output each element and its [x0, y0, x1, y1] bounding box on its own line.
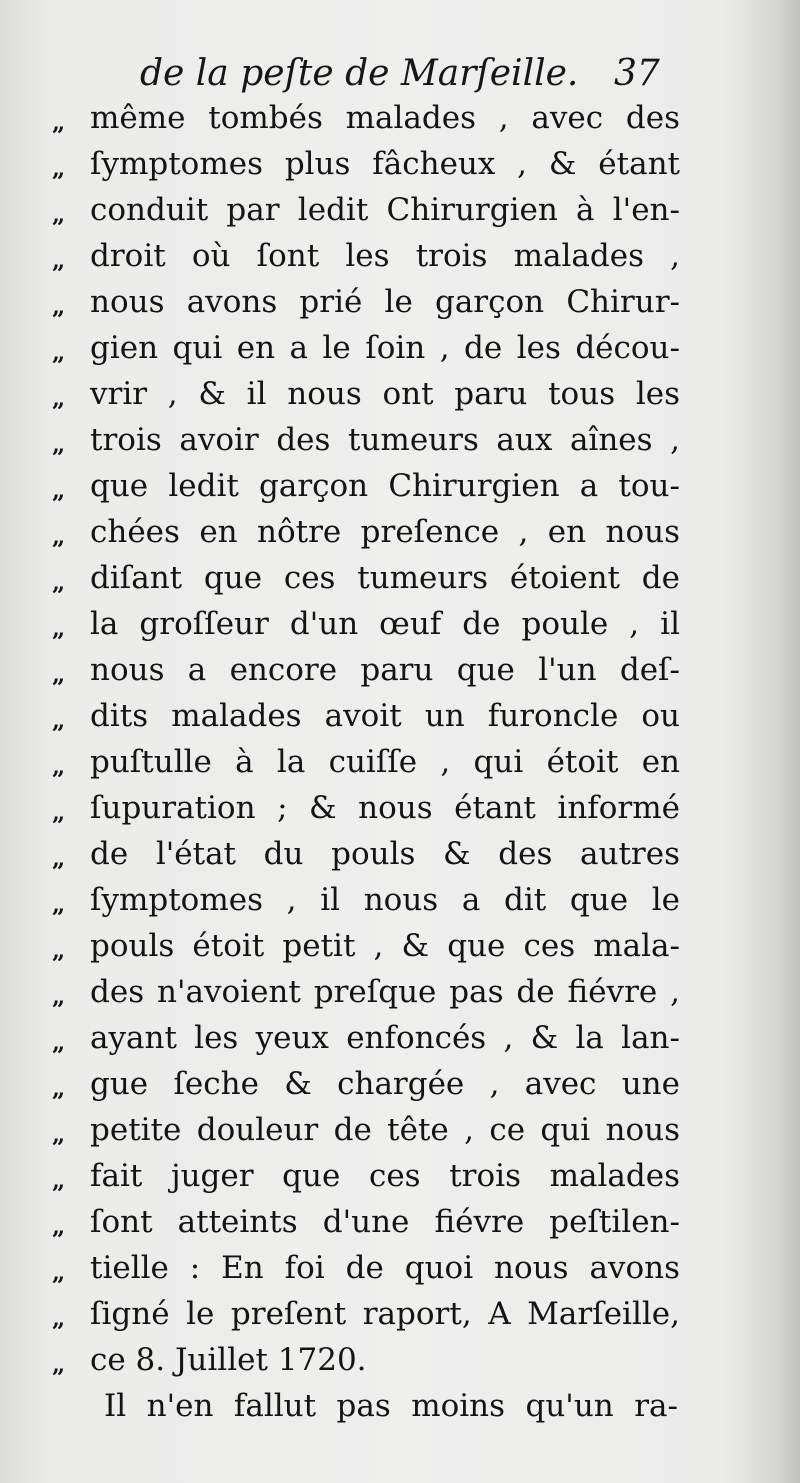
- text-line: [0, 234, 800, 280]
- line-text: même tombés malades , avec des: [90, 100, 680, 136]
- line-text: chées en nôtre preſence , en nous: [90, 514, 680, 550]
- line-text: que ledit garçon Chirurgien a tou-: [90, 468, 680, 504]
- text-line: [0, 1062, 800, 1108]
- quote-mark: „: [52, 523, 67, 550]
- line-text: tielle : En foi de quoi nous avons: [90, 1250, 680, 1286]
- text-line: [0, 1338, 800, 1384]
- quote-mark: „: [52, 1121, 67, 1148]
- line-text: ſont atteints d'une fiévre peſtilen-: [90, 1204, 680, 1240]
- quote-mark: „: [52, 891, 67, 918]
- text-line: [0, 510, 800, 556]
- line-text: droit où ſont les trois malades ,: [90, 238, 680, 274]
- line-text: gue ſeche & chargée , avec une: [90, 1066, 680, 1102]
- line-text: nous avons prié le garçon Chirur-: [90, 284, 680, 320]
- quote-mark: „: [52, 1305, 67, 1332]
- line-text: puſtulle à la cuiſſe , qui étoit en: [90, 744, 680, 780]
- text-line: [0, 740, 800, 786]
- line-text: petite douleur de tête , ce qui nous: [90, 1112, 680, 1148]
- text-line: [0, 602, 800, 648]
- text-line: [0, 372, 800, 418]
- text-line: [0, 970, 800, 1016]
- text-line: [0, 1292, 800, 1338]
- text-line: [0, 188, 800, 234]
- quote-mark: „: [52, 1259, 67, 1286]
- text-line: [0, 786, 800, 832]
- quote-mark: „: [52, 1351, 67, 1378]
- quote-mark: „: [52, 569, 67, 596]
- line-text: la groſſeur d'un œuf de poule , il: [90, 606, 680, 642]
- text-line: [0, 1246, 800, 1292]
- quote-mark: „: [52, 1029, 67, 1056]
- text-line: [0, 326, 800, 372]
- quote-mark: „: [52, 615, 67, 642]
- quote-mark: „: [52, 799, 67, 826]
- line-text: vrir , & il nous ont paru tous les: [90, 376, 680, 412]
- line-text: gien qui en a le ſoin , de les décou-: [90, 330, 680, 366]
- quote-mark: „: [52, 155, 67, 182]
- line-text: de l'état du pouls & des autres: [90, 836, 680, 872]
- quote-mark: „: [52, 431, 67, 458]
- line-text: diſant que ces tumeurs étoient de: [90, 560, 680, 596]
- running-title: de la peſte de Marſeille.: [140, 53, 579, 94]
- quote-mark: „: [52, 845, 67, 872]
- quote-mark: „: [52, 109, 67, 136]
- text-line: [0, 464, 800, 510]
- quote-mark: „: [52, 293, 67, 320]
- text-line: [0, 832, 800, 878]
- text-line: [0, 280, 800, 326]
- line-text: conduit par ledit Chirurgien à l'en-: [90, 192, 680, 228]
- page-header: [140, 52, 700, 102]
- quote-mark: „: [52, 247, 67, 274]
- quote-mark: „: [52, 983, 67, 1010]
- quote-mark: „: [52, 753, 67, 780]
- quote-mark: „: [52, 707, 67, 734]
- line-text: ſymptomes plus fâcheux , & étant: [90, 146, 680, 182]
- text-line: [0, 1154, 800, 1200]
- line-text: ce 8. Juillet 1720.: [90, 1342, 367, 1378]
- line-text: nous a encore paru que l'un deſ-: [90, 652, 680, 688]
- quote-mark: „: [52, 1167, 67, 1194]
- text-line: [0, 1200, 800, 1246]
- line-text: ayant les yeux enfoncés , & la lan-: [90, 1020, 680, 1056]
- text-line: [0, 418, 800, 464]
- quote-mark: „: [52, 477, 67, 504]
- text-line: [0, 878, 800, 924]
- text-line: [0, 556, 800, 602]
- quote-mark: „: [52, 661, 67, 688]
- line-text: dits malades avoit un furoncle ou: [90, 698, 680, 734]
- line-text: ſigné le preſent raport, A Marſeille,: [90, 1296, 680, 1332]
- quote-mark: „: [52, 385, 67, 412]
- text-line: [0, 96, 800, 142]
- line-text: trois avoir des tumeurs aux aînes ,: [90, 422, 680, 458]
- text-line: [0, 924, 800, 970]
- line-text: ſymptomes , il nous a dit que le: [90, 882, 680, 918]
- text-line: [0, 694, 800, 740]
- line-text: pouls étoit petit , & que ces mala-: [90, 928, 680, 964]
- quote-mark: „: [52, 339, 67, 366]
- quote-mark: „: [52, 1075, 67, 1102]
- text-line: [0, 1384, 800, 1430]
- text-line: [0, 142, 800, 188]
- quote-mark: „: [52, 937, 67, 964]
- line-text: ſupuration ; & nous étant informé: [90, 790, 680, 826]
- page-number: 37: [614, 53, 660, 94]
- quote-mark: „: [52, 201, 67, 228]
- line-text: des n'avoient preſque pas de fiévre ,: [90, 974, 680, 1010]
- text-line: [0, 1016, 800, 1062]
- quote-mark: „: [52, 1213, 67, 1240]
- line-text: fait juger que ces trois malades: [90, 1158, 680, 1194]
- line-text: Il n'en fallut pas moins qu'un ra-: [104, 1388, 678, 1424]
- text-line: [0, 1108, 800, 1154]
- text-line: [0, 648, 800, 694]
